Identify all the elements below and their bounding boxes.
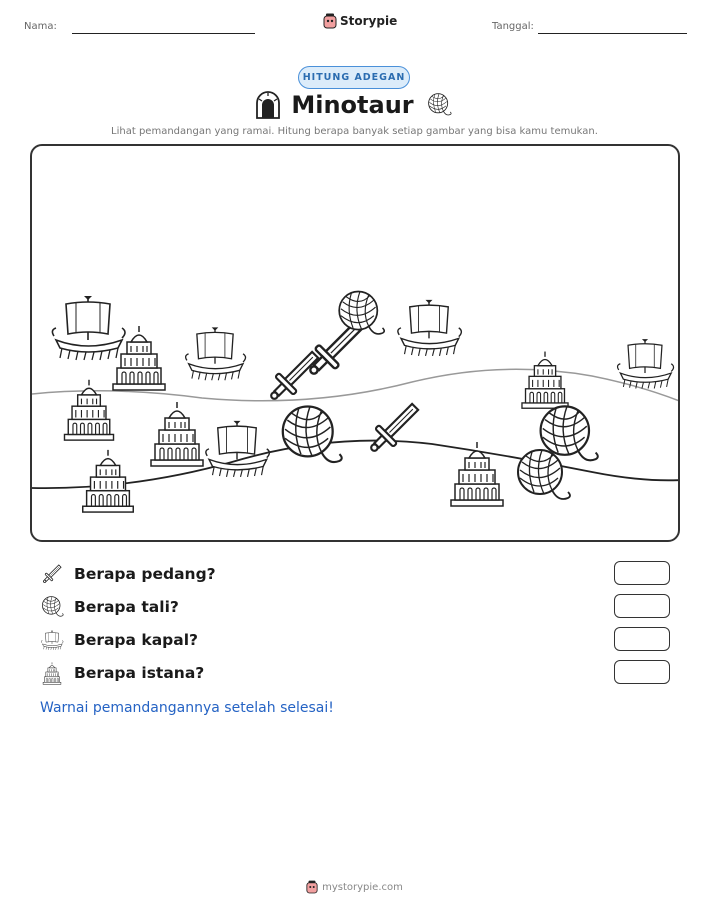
palace-icon: [76, 446, 140, 514]
question-label: Berapa tali?: [74, 598, 179, 616]
ship-icon: [40, 629, 64, 651]
title-row: [0, 91, 709, 119]
question-swords: [40, 561, 670, 587]
ship-icon: [614, 336, 676, 390]
mascot-icon: [306, 880, 318, 894]
palace-icon: [41, 661, 63, 685]
name-input-line[interactable]: [72, 33, 255, 34]
answer-box-palaces[interactable]: [614, 660, 670, 684]
palace-icon: [144, 398, 210, 468]
footer: [0, 880, 709, 894]
sword-icon: [40, 562, 64, 586]
yarn-ball-icon: [512, 446, 572, 506]
name-label: Nama:: [24, 21, 57, 32]
color-instruction: Warnai pemandangannya setelah selesai!: [40, 700, 334, 716]
page-title: Minotaur: [291, 91, 414, 119]
ship-icon: [202, 416, 272, 480]
labyrinth-gate-icon: [255, 91, 281, 119]
question-ships: [40, 627, 670, 653]
brand-name: Storypie: [340, 14, 398, 28]
count-scene: [30, 144, 680, 542]
instructions: Lihat pemandangan yang ramai. Hitung berapa banyak setiap gambar yang bisa kamu temukan.: [111, 126, 598, 137]
question-label: Berapa istana?: [74, 664, 205, 682]
question-label: Berapa kapal?: [74, 631, 199, 649]
yarn-ball-icon: [424, 92, 454, 118]
storypie-logo: [323, 13, 397, 29]
palace-icon: [444, 438, 510, 508]
question-palaces: [40, 660, 670, 686]
palace-icon: [58, 376, 120, 442]
answer-box-swords[interactable]: [614, 561, 670, 585]
date-input-line[interactable]: [538, 33, 687, 34]
activity-badge: HITUNG ADEGAN: [298, 66, 410, 89]
question-rope: [40, 594, 670, 620]
footer-site: mystorypie.com: [322, 881, 403, 893]
ship-icon: [394, 296, 464, 358]
mascot-icon: [323, 13, 337, 29]
ship-icon: [182, 324, 248, 382]
date-label: Tanggal:: [492, 21, 534, 32]
yarn-ball-icon: [40, 595, 64, 619]
yarn-ball-icon: [276, 402, 344, 470]
palace-icon: [516, 348, 574, 410]
question-label: Berapa pedang?: [74, 565, 216, 583]
sword-icon: [362, 396, 426, 460]
yarn-ball-icon: [334, 288, 386, 340]
answer-box-rope[interactable]: [614, 594, 670, 618]
answer-box-ships[interactable]: [614, 627, 670, 651]
